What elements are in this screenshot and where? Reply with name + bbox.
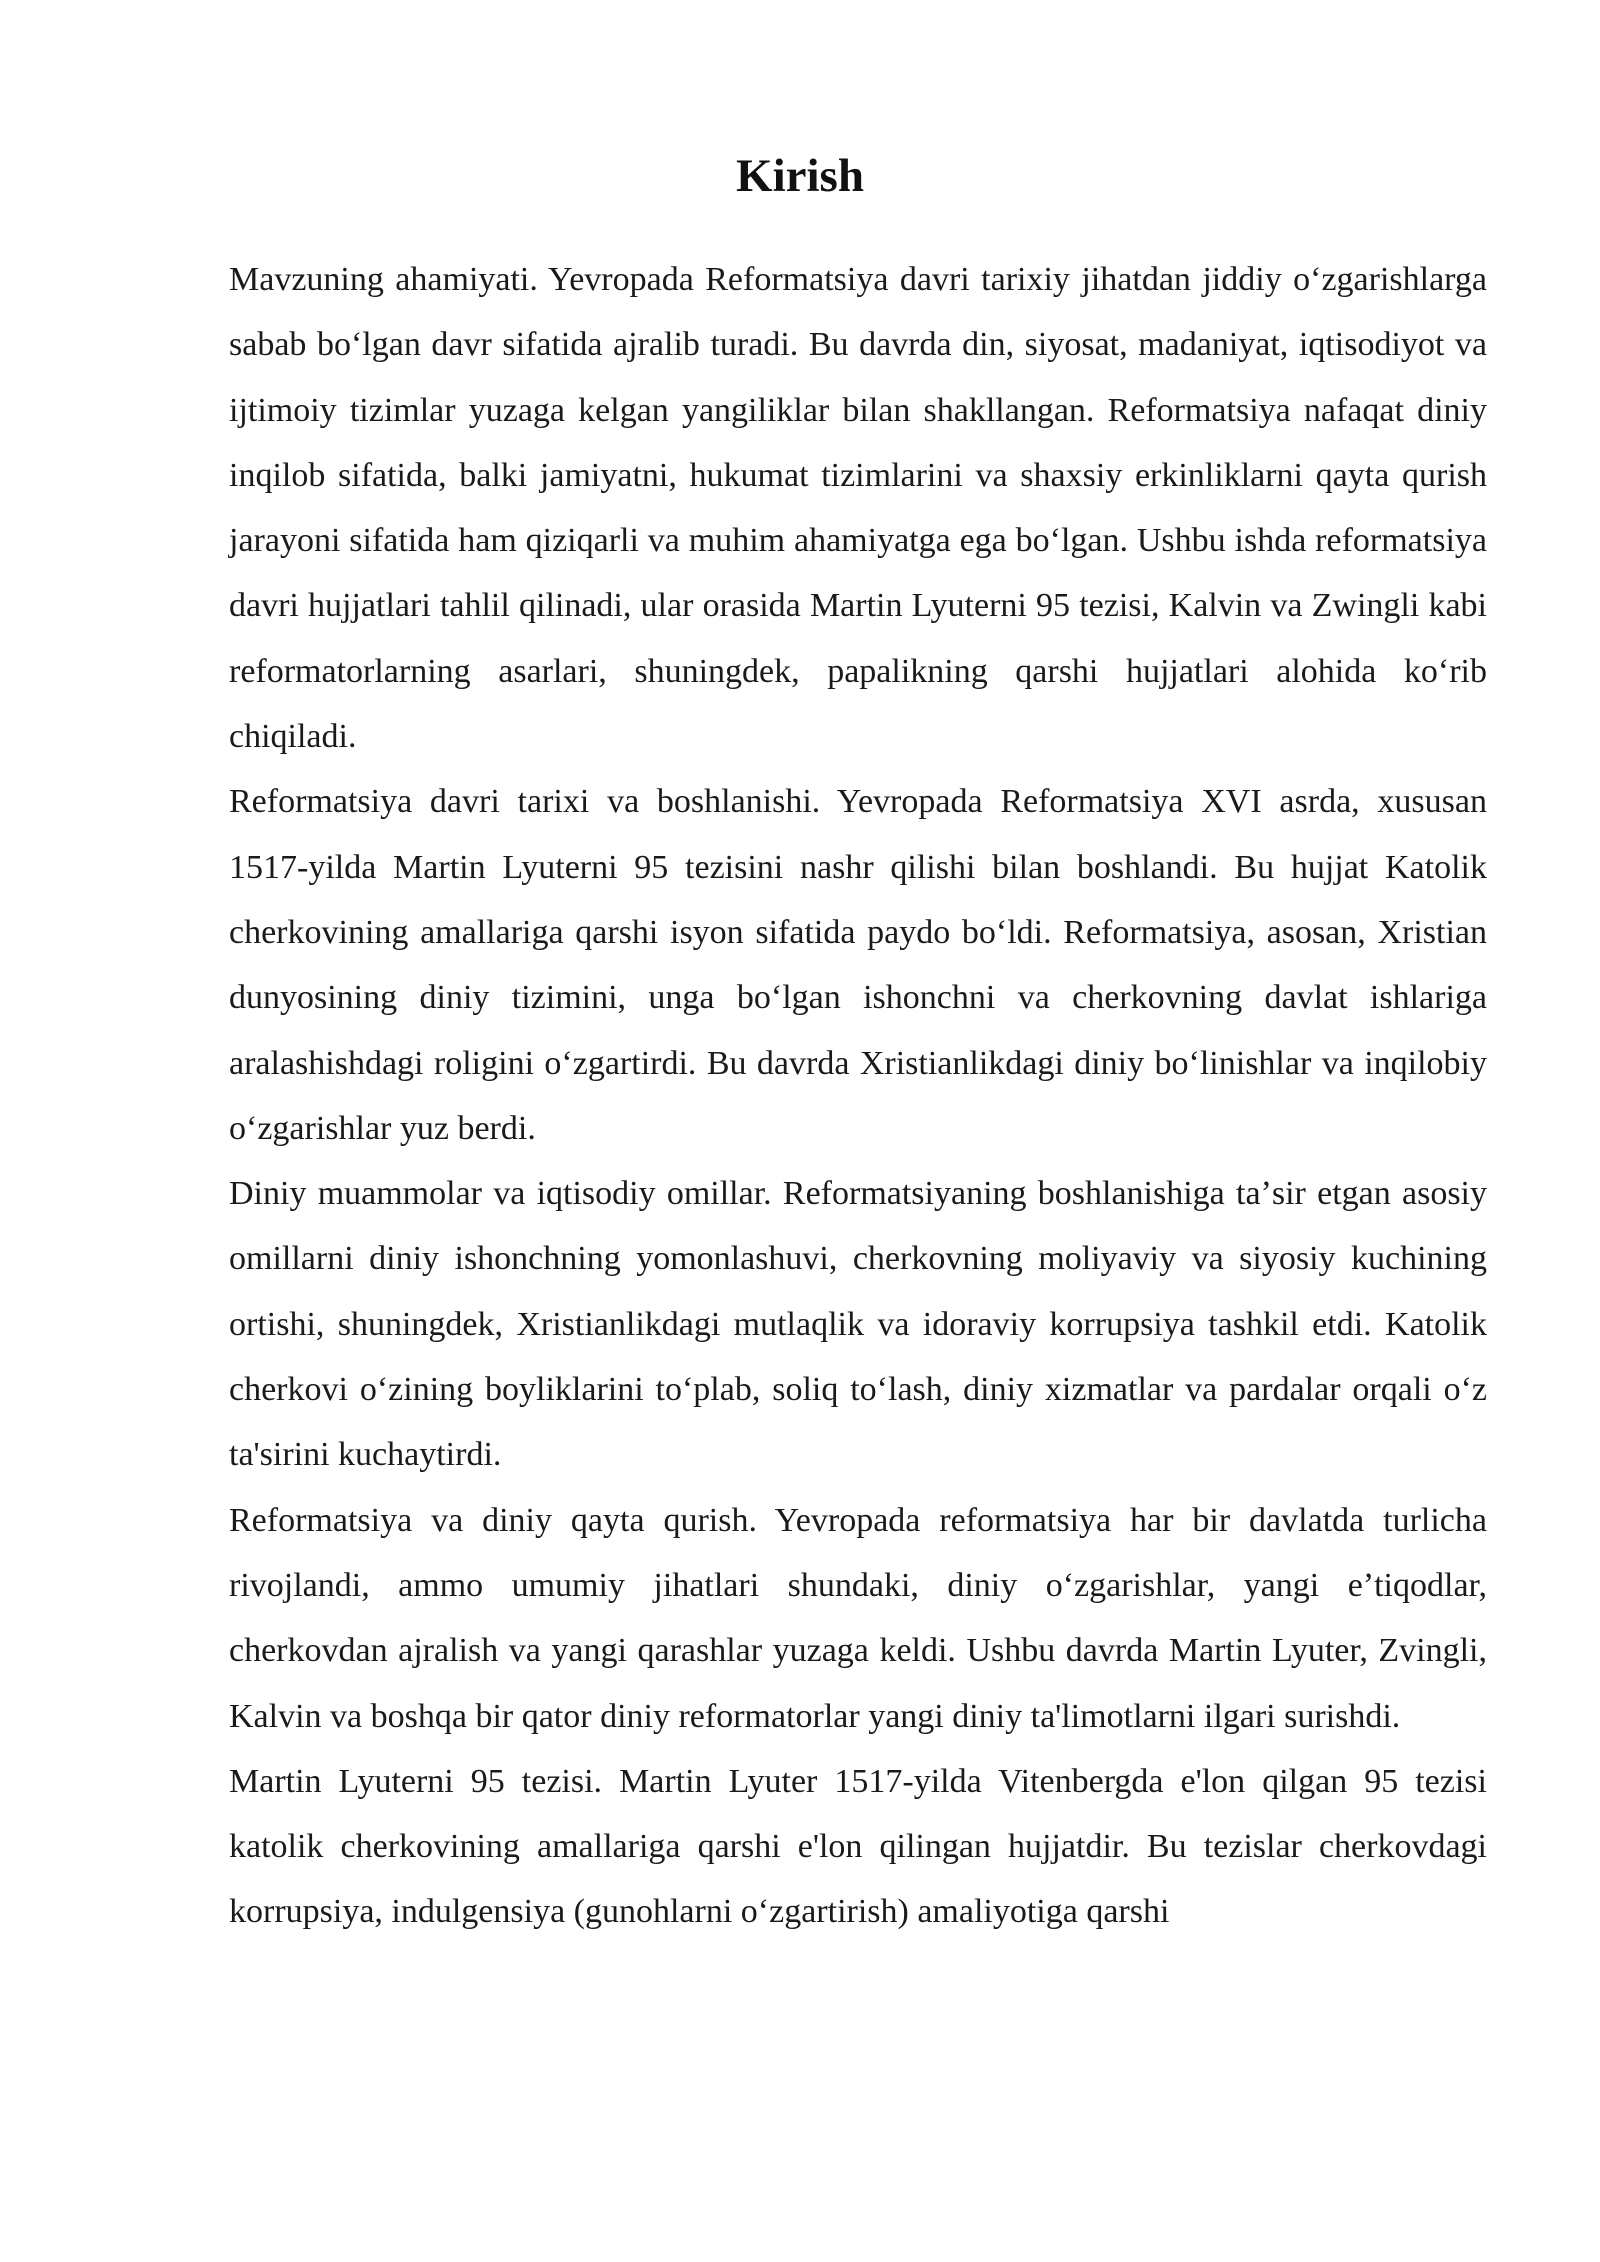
page-title: Kirish: [736, 150, 864, 202]
body-text: [229, 247, 1487, 1945]
paragraph-history: Reformatsiya davri tarixi va boshlanishi. Yevropada Reformatsiya XVI asrda, xususan 1517-yilda Martin Lyuterni 95 tezisini nashr qilishi bilan boshlandi. Bu hujjat Katolik cherkovining amallariga qarshi isyon sifatida paydo boʻldi. Reformatsiya, asosan, Xristian dunyosining diniy tizimini, unga boʻlgan ishonchni va cherkovning davlat ishlariga aralashishdagi roligini oʻzgartirdi. Bu davrda Xristianlikdagi diniy boʻlinishlar va inqilobiy oʻzgarishlar yuz berdi.: [229, 783, 1487, 1147]
paragraph-significance: Mavzuning ahamiyati. Yevropada Reformatsiya davri tarixiy jihatdan jiddiy oʻzgarishlarga sabab boʻlgan davr sifatida ajralib turadi. Bu davrda din, siyosat, madaniyat, iqtisodiyot va ijtimoiy tizimlar yuzaga kelgan yangiliklar bilan shakllangan. Reformatsiya nafaqat diniy inqilob sifatida, balki jamiyatni, hukumat tizimlarini va shaxsiy erkinliklarni qayta qurish jarayoni sifatida ham qiziqarli va muhim ahamiyatga ega boʻlgan. Ushbu ishda reformatsiya davri hujjatlari tahlil qilinadi, ular orasida Martin Lyuterni 95 tezisi, Kalvin va Zwingli kabi reformatorlarning asarlari, shuningdek, papalikning qarshi hujjatlari alohida koʻrib chiqiladi.: [229, 261, 1487, 756]
paragraph-reconstruction: Reformatsiya va diniy qayta qurish. Yevropada reformatsiya har bir davlatda turlicha rivojlandi, ammo umumiy jihatlari shundaki, diniy oʻzgarishlar, yangi eʼtiqodlar, cherkovdan ajralish va yangi qarashlar yuzaga keldi. Ushbu davrda Martin Lyuter, Zvingli, Kalvin va boshqa bir qator diniy reformatorlar yangi diniy ta'limotlarni ilgari surishdi.: [229, 1501, 1487, 1735]
paragraph-religious-economic: Diniy muammolar va iqtisodiy omillar. Reformatsiyaning boshlanishiga taʼsir etgan asosiy omillarni diniy ishonchning yomonlashuvi, cherkovning moliyaviy va siyosiy kuchining ortishi, shuningdek, Xristianlikdagi mutlaqlik va idoraviy korrupsiya tashkil etdi. Katolik cherkovi oʻzining boyliklarini toʻplab, soliq toʻlash, diniy xizmatlar va pardalar orqali oʻz ta'sirini kuchaytirdi.: [229, 1175, 1487, 1474]
paragraph-95-theses: Martin Lyuterni 95 tezisi. Martin Lyuter 1517-yilda Vitenbergda e'lon qilgan 95 tezisi katolik cherkovining amallariga qarshi e'lon qilingan hujjatdir. Bu tezislar cherkovdagi korrupsiya, indulgensiya (gunohlarni oʻzgartirish) amaliyotiga qarshi: [229, 1762, 1487, 1931]
